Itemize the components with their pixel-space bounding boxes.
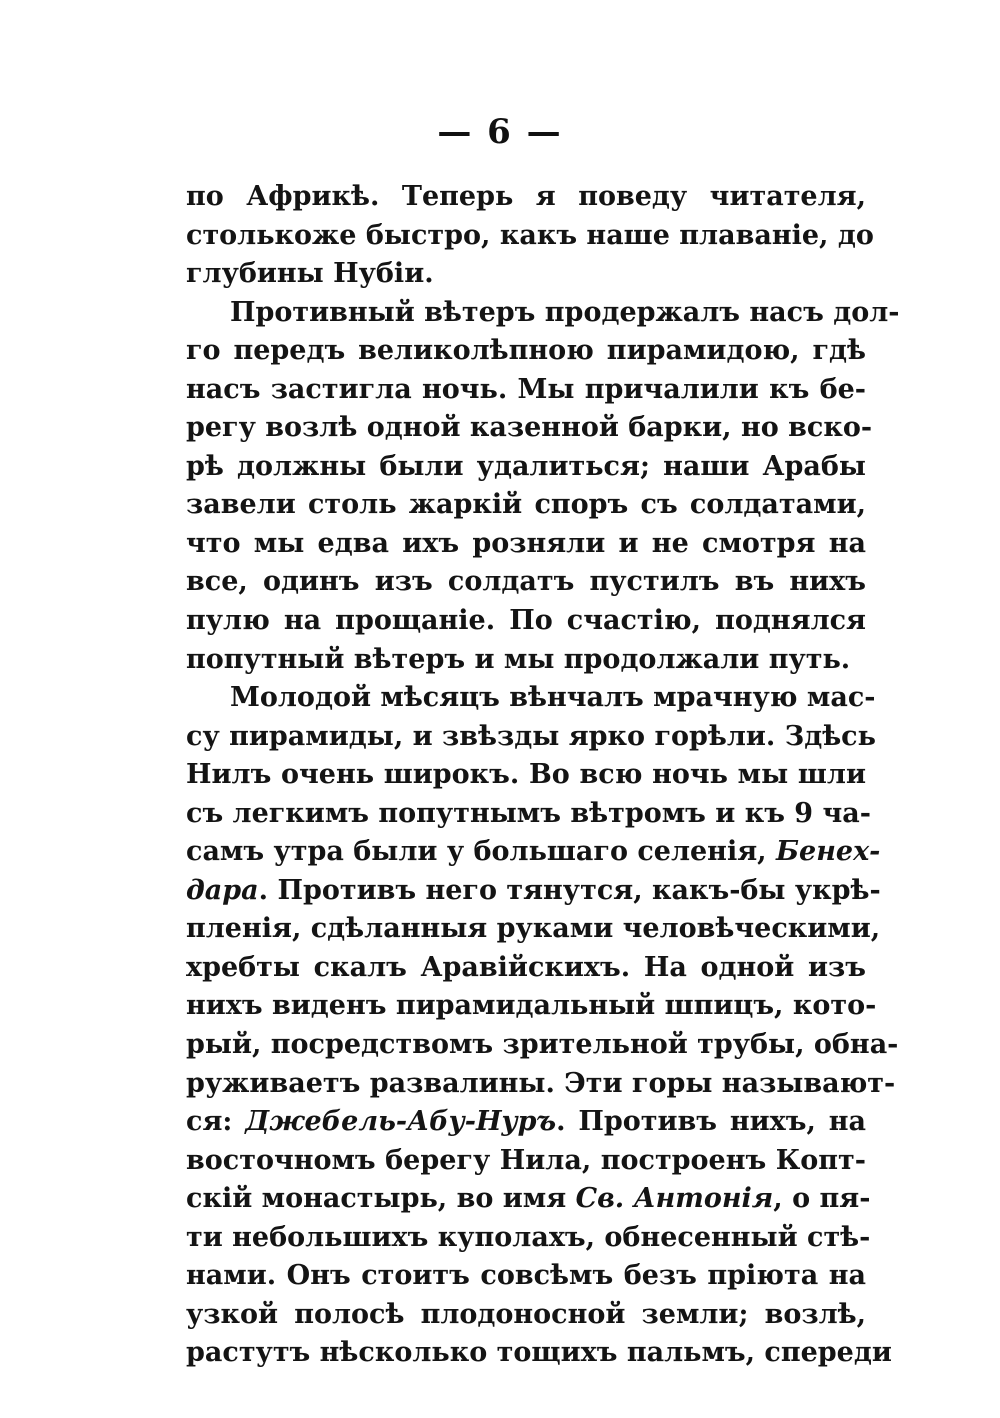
italic-place-name: Джебель-Абу-Нуръ xyxy=(245,1106,557,1138)
text-line: го передъ великолѣпною пирамидою, гдѣ xyxy=(186,335,866,367)
text-line: столькоже быстро, какъ наше плаваніе, до xyxy=(186,219,874,251)
text-line: глубины Нубіи. xyxy=(186,258,434,290)
text-line xyxy=(186,833,881,872)
line-text: скій монастырь, во имя xyxy=(186,1183,576,1215)
text-line xyxy=(186,1180,871,1219)
line-text: , о пя- xyxy=(773,1183,871,1215)
text-line: нами. Онъ стоитъ совсѣмъ безъ пріюта на xyxy=(186,1260,866,1292)
text-line: хребты скалъ Аравійскихъ. На одной изъ xyxy=(186,951,866,983)
text-line: растутъ нѣсколько тощихъ пальмъ, спереди xyxy=(186,1337,892,1369)
line-text: . Противъ него тянутся, какъ-бы укрѣ- xyxy=(258,874,881,906)
text-line: завели столь жаркій споръ съ солдатами, xyxy=(186,489,866,521)
text-line xyxy=(186,1103,866,1142)
italic-saint-name: Св. Антонія xyxy=(575,1183,774,1215)
paragraph-start-line: Молодой мѣсяцъ вѣнчалъ мрачную мас- xyxy=(230,682,876,714)
text-line: рѣ должны были удалиться; наши Арабы xyxy=(186,450,866,482)
text-line: нихъ виденъ пирамидальный шпицъ, кото- xyxy=(186,990,877,1022)
text-line: все, одинъ изъ солдатъ пустилъ въ нихъ xyxy=(186,566,866,598)
text-line: пленія, сдѣланныя руками человѣческими, xyxy=(186,913,881,945)
paragraph-start-line: Противный вѣтеръ продержалъ насъ дол- xyxy=(230,296,900,328)
text-line: попутный вѣтеръ и мы продолжали путь. xyxy=(186,643,851,675)
text-line: пулю на прощаніе. По счастію, поднялся xyxy=(186,605,866,637)
line-text: . Противъ нихъ, на xyxy=(556,1106,866,1138)
text-line: рый, посредствомъ зрительной трубы, обна- xyxy=(186,1029,899,1061)
text-line: руживаетъ развалины. Эти горы называют- xyxy=(186,1067,896,1099)
text-line: Нилъ очень широкъ. Во всю ночь мы шли xyxy=(186,759,866,791)
text-line: регу возлѣ одной казенной барки, но вско- xyxy=(186,412,873,444)
text-line: по Африкѣ. Теперь я поведу читателя, xyxy=(186,181,866,212)
text-line: ти небольшихъ куполахъ, обнесенный стѣ- xyxy=(186,1221,871,1253)
italic-place-name: дара xyxy=(186,874,259,906)
text-line: насъ застигла ночь. Мы причалили къ бе- xyxy=(186,373,866,405)
text-line: восточномъ берегу Нила, построенъ Копт- xyxy=(186,1144,866,1176)
text-line xyxy=(186,872,881,911)
line-text: самъ утра были у большаго селенія, xyxy=(186,836,776,868)
italic-place-name: Бенех- xyxy=(775,836,881,868)
text-line: су пирамиды, и звѣзды ярко горѣли. Здѣсь xyxy=(186,720,876,752)
body-text xyxy=(186,178,900,1373)
text-line: съ легкимъ попутнымъ вѣтромъ и къ 9 ча- xyxy=(186,797,871,829)
text-line: узкой полосѣ плодоносной земли; возлѣ, xyxy=(186,1298,866,1330)
text-line: что мы едва ихъ розняли и не смотря на xyxy=(186,527,866,559)
line-text: ся: xyxy=(186,1106,246,1138)
page-number: — 6 — xyxy=(437,112,563,152)
